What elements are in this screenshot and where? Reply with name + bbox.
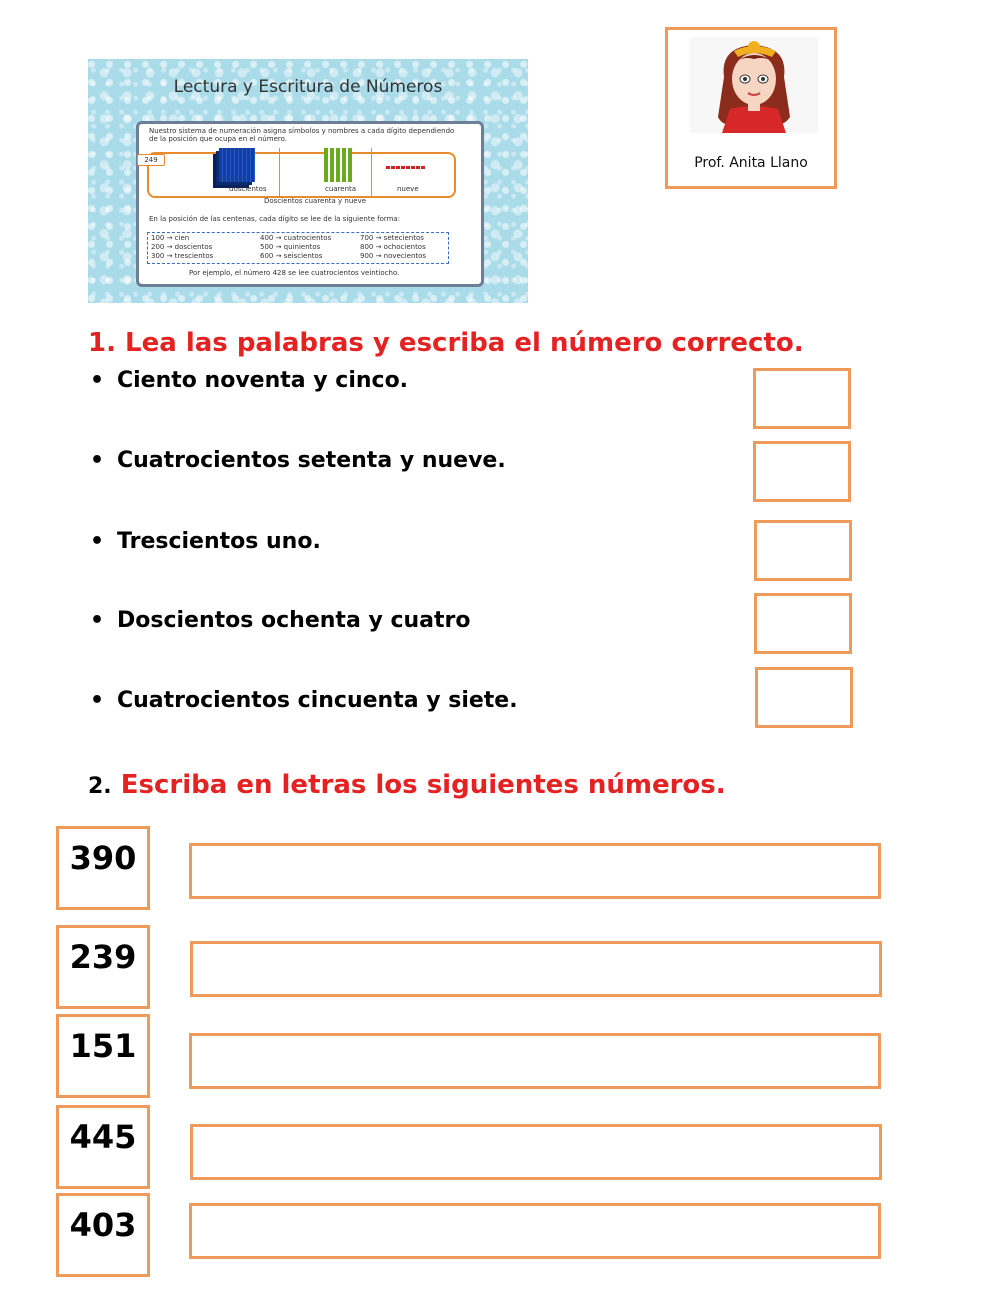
table-cell: 200 → doscientos	[151, 243, 213, 251]
table-cell: 500 → quinientos	[260, 243, 321, 251]
answer-box[interactable]	[753, 368, 851, 429]
label-hundreds: doscientos	[229, 185, 267, 193]
write-box[interactable]	[190, 1124, 882, 1180]
teacher-card	[665, 27, 837, 189]
item-text: Ciento noventa y cinco.	[117, 368, 409, 393]
info-image	[88, 59, 528, 303]
info-title: Lectura y Escritura de Números	[173, 77, 443, 97]
units-blocks-icon	[386, 166, 426, 169]
list-item	[90, 529, 321, 554]
answer-box[interactable]	[754, 520, 852, 581]
section2-heading	[88, 770, 726, 800]
item-text: Doscientos ochenta y cuatro	[117, 608, 471, 633]
number-box: 390	[56, 826, 150, 910]
teacher-avatar	[690, 37, 818, 133]
teacher-name: Prof. Anita Llano	[694, 155, 808, 171]
section1-heading	[88, 328, 804, 358]
item-text: Cuatrocientos cincuenta y siete.	[117, 688, 518, 713]
item-text: Trescientos uno.	[117, 529, 321, 554]
write-box[interactable]	[189, 1203, 881, 1259]
number-box: 239	[56, 925, 150, 1009]
write-box[interactable]	[189, 843, 881, 899]
column-divider	[279, 148, 280, 196]
section2-number: 2.	[88, 774, 112, 799]
bullet-icon: •	[90, 608, 105, 633]
number-box: 151	[56, 1014, 150, 1098]
full-reading: Doscientos cuarenta y nueve	[264, 197, 367, 205]
bullet-icon: •	[90, 448, 105, 473]
section2-title: Escriba en letras los siguientes números.	[120, 770, 726, 800]
table-cell: 800 → ochocientos	[360, 243, 426, 251]
hundreds-blocks-icon	[219, 148, 255, 182]
info-panel	[136, 121, 484, 287]
tens-blocks-icon	[324, 148, 352, 182]
list-item	[90, 368, 408, 393]
answer-box[interactable]	[755, 667, 853, 728]
bullet-icon: •	[90, 529, 105, 554]
answer-box[interactable]	[753, 441, 851, 502]
centenas-table	[147, 232, 449, 264]
list-item	[90, 688, 518, 713]
bullet-icon: •	[90, 688, 105, 713]
write-box[interactable]	[190, 941, 882, 997]
section1-title: Lea las palabras y escriba el número correcto.	[125, 328, 804, 358]
write-box[interactable]	[189, 1033, 881, 1089]
column-divider	[371, 148, 372, 196]
centenas-intro: En la posición de las centenas, cada dígito se lee de la siguiente forma:	[149, 215, 401, 223]
info-intro: Nuestro sistema de numeración asigna símbolos y nombres a cada dígito dependiendo de la posición que ocupa en el número.	[149, 127, 455, 143]
list-item	[90, 608, 470, 633]
number-box: 403	[56, 1193, 150, 1277]
table-cell: 900 → novecientos	[360, 252, 427, 260]
bullet-icon: •	[90, 368, 105, 393]
label-units: nueve	[397, 185, 419, 193]
label-tens: cuarenta	[325, 185, 357, 193]
section1-number: 1.	[88, 328, 116, 358]
example-note: Por ejemplo, el número 428 se lee cuatrocientos veintiocho.	[189, 269, 400, 277]
list-item	[90, 448, 506, 473]
table-cell: 300 → trescientos	[151, 252, 214, 260]
item-text: Cuatrocientos setenta y nueve.	[117, 448, 506, 473]
table-cell: 700 → setecientos	[360, 234, 424, 242]
table-cell: 600 → seiscientos	[260, 252, 323, 260]
table-cell: 100 → cien	[151, 234, 190, 242]
number-box: 445	[56, 1105, 150, 1189]
example-number: 249	[137, 154, 165, 166]
answer-box[interactable]	[754, 593, 852, 654]
teacher-cartoon-icon	[690, 37, 818, 133]
table-cell: 400 → cuatrocientos	[260, 234, 332, 242]
